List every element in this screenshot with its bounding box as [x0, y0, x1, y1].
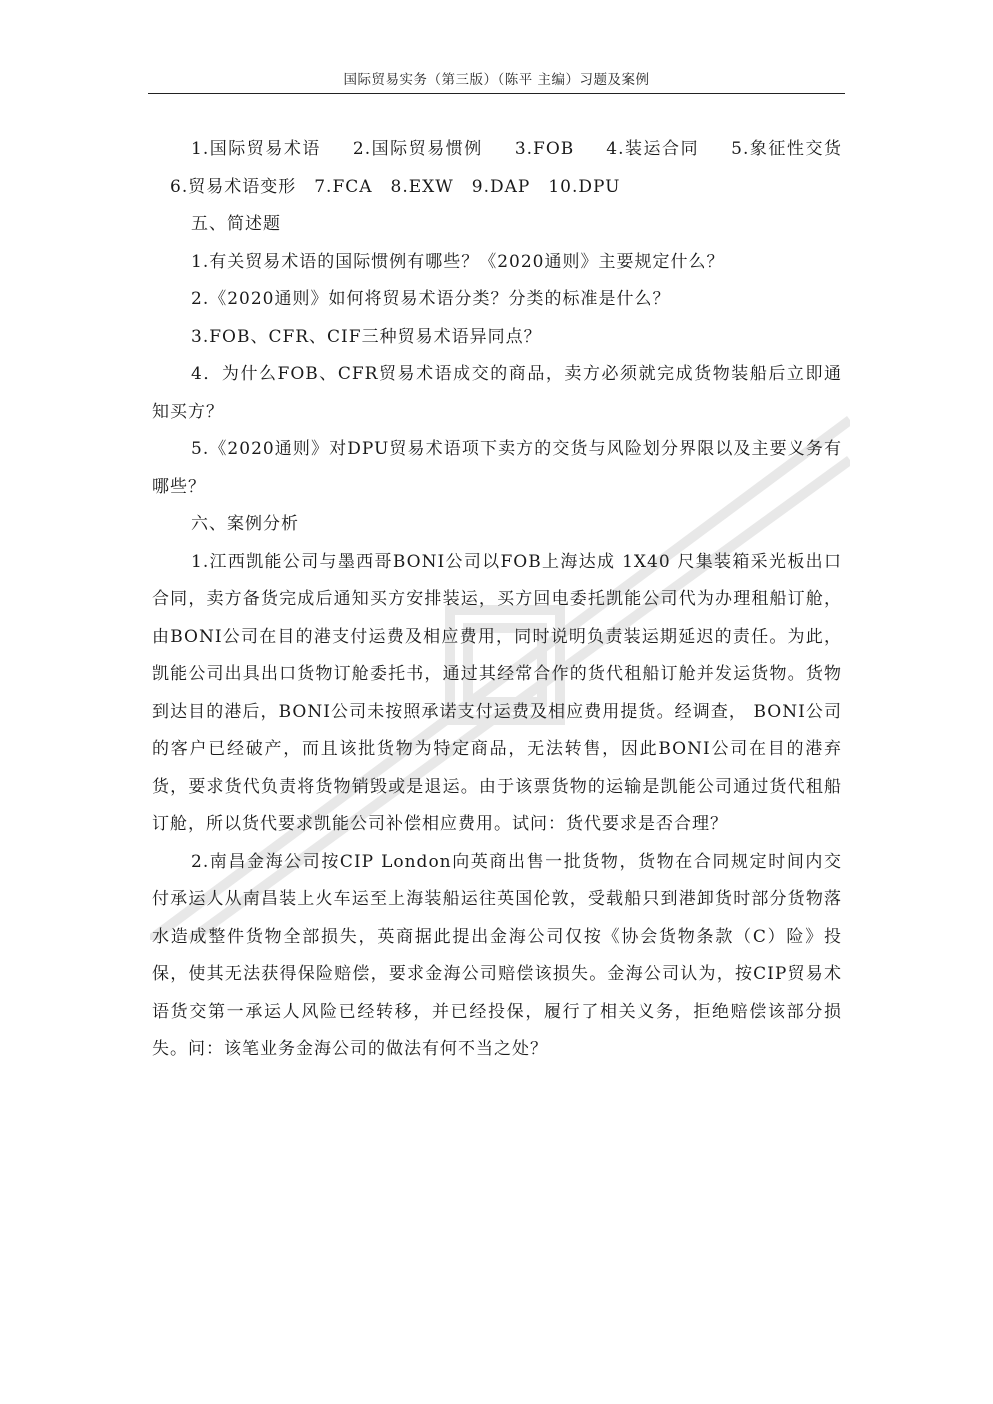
term-8: 8.EXW: [390, 176, 454, 197]
section-5-heading: 五、简述题: [191, 214, 281, 234]
section-6-heading: 六、案例分析: [191, 514, 299, 534]
term-10: 10.DPU: [548, 176, 621, 197]
page-header-title: 国际贸易实务（第三版）（陈平 主编）习题及案例: [343, 72, 650, 88]
term-4: 4.装运合同: [606, 139, 700, 159]
question-1: 1.有关贸易术语的国际惯例有哪些？《2020通则》主要规定什么？: [191, 251, 725, 272]
case-2: 2.南昌金海公司按CIP London向英商出售一批货物，货物在合同规定时间内交付承运人从南昌装上火车运至上海装船运往英国伦敦，受载船只到港卸货时部分货物落水造成整件货物全部损失，英商据此提出金海公司仅按《协会货物条款（C）险》投保，使其无法获得保险赔偿，要求金海公司赔偿该损失。金海公司认为，按CIP贸易术语货交第一承运人风险已经转移，并已经投保，履行了相关义务，拒绝赔偿该部分损失。问：该笔业务金海公司的做法有何不当之处？: [152, 851, 842, 1059]
term-5: 5.象征性交货: [731, 139, 842, 159]
term-3: 3.FOB: [514, 139, 575, 159]
term-1: 1.国际贸易术语: [191, 139, 321, 159]
question-4: 4．为什么FOB、CFR贸易术语成交的商品，卖方必须就完成货物装船后立即通知买方？: [152, 364, 842, 422]
case-1: 1.江西凯能公司与墨西哥BONI公司以FOB上海达成 1X40 尺集装箱采光板出口合同，卖方备货完成后通知买方安排装运，买方回电委托凯能公司代为办理租船订舱，由BONI公司在目的港支付运费及相应费用，同时说明负责装运期延迟的责任。为此，凯能公司出具出口货物订舱委托书，通过其经常合作的货代租船订舱并发运货物。货物到达目的港后，BONI公司未按照承诺支付运费及相应费用提货。经调查， BONI公司的客户已经破产，而且该批货物为特定商品，无法转售，因此BONI公司在目的港弃货，要求货代负责将货物销毁或是退运。由于该票货物的运输是凯能公司通过货代租船订舱，所以货代要求凯能公司补偿相应费用。试问：货代要求是否合理？: [152, 551, 842, 834]
term-9: 9.DAP: [471, 176, 531, 197]
question-2: 2.《2020通则》如何将贸易术语分类？分类的标准是什么？: [191, 289, 671, 309]
header-divider: [148, 93, 845, 94]
terms-list: [152, 131, 842, 206]
term-7: 7.FCA: [314, 176, 373, 197]
question-3: 3.FOB、CFR、CIF三种贸易术语异同点？: [191, 326, 542, 347]
term-6: 6.贸易术语变形: [170, 176, 297, 197]
term-2: 2.国际贸易惯例: [352, 139, 483, 159]
page-content: [152, 131, 842, 1069]
question-5: 5.《2020通则》对DPU贸易术语项下卖方的交货与风险划分界限以及主要义务有哪些？: [152, 439, 842, 497]
